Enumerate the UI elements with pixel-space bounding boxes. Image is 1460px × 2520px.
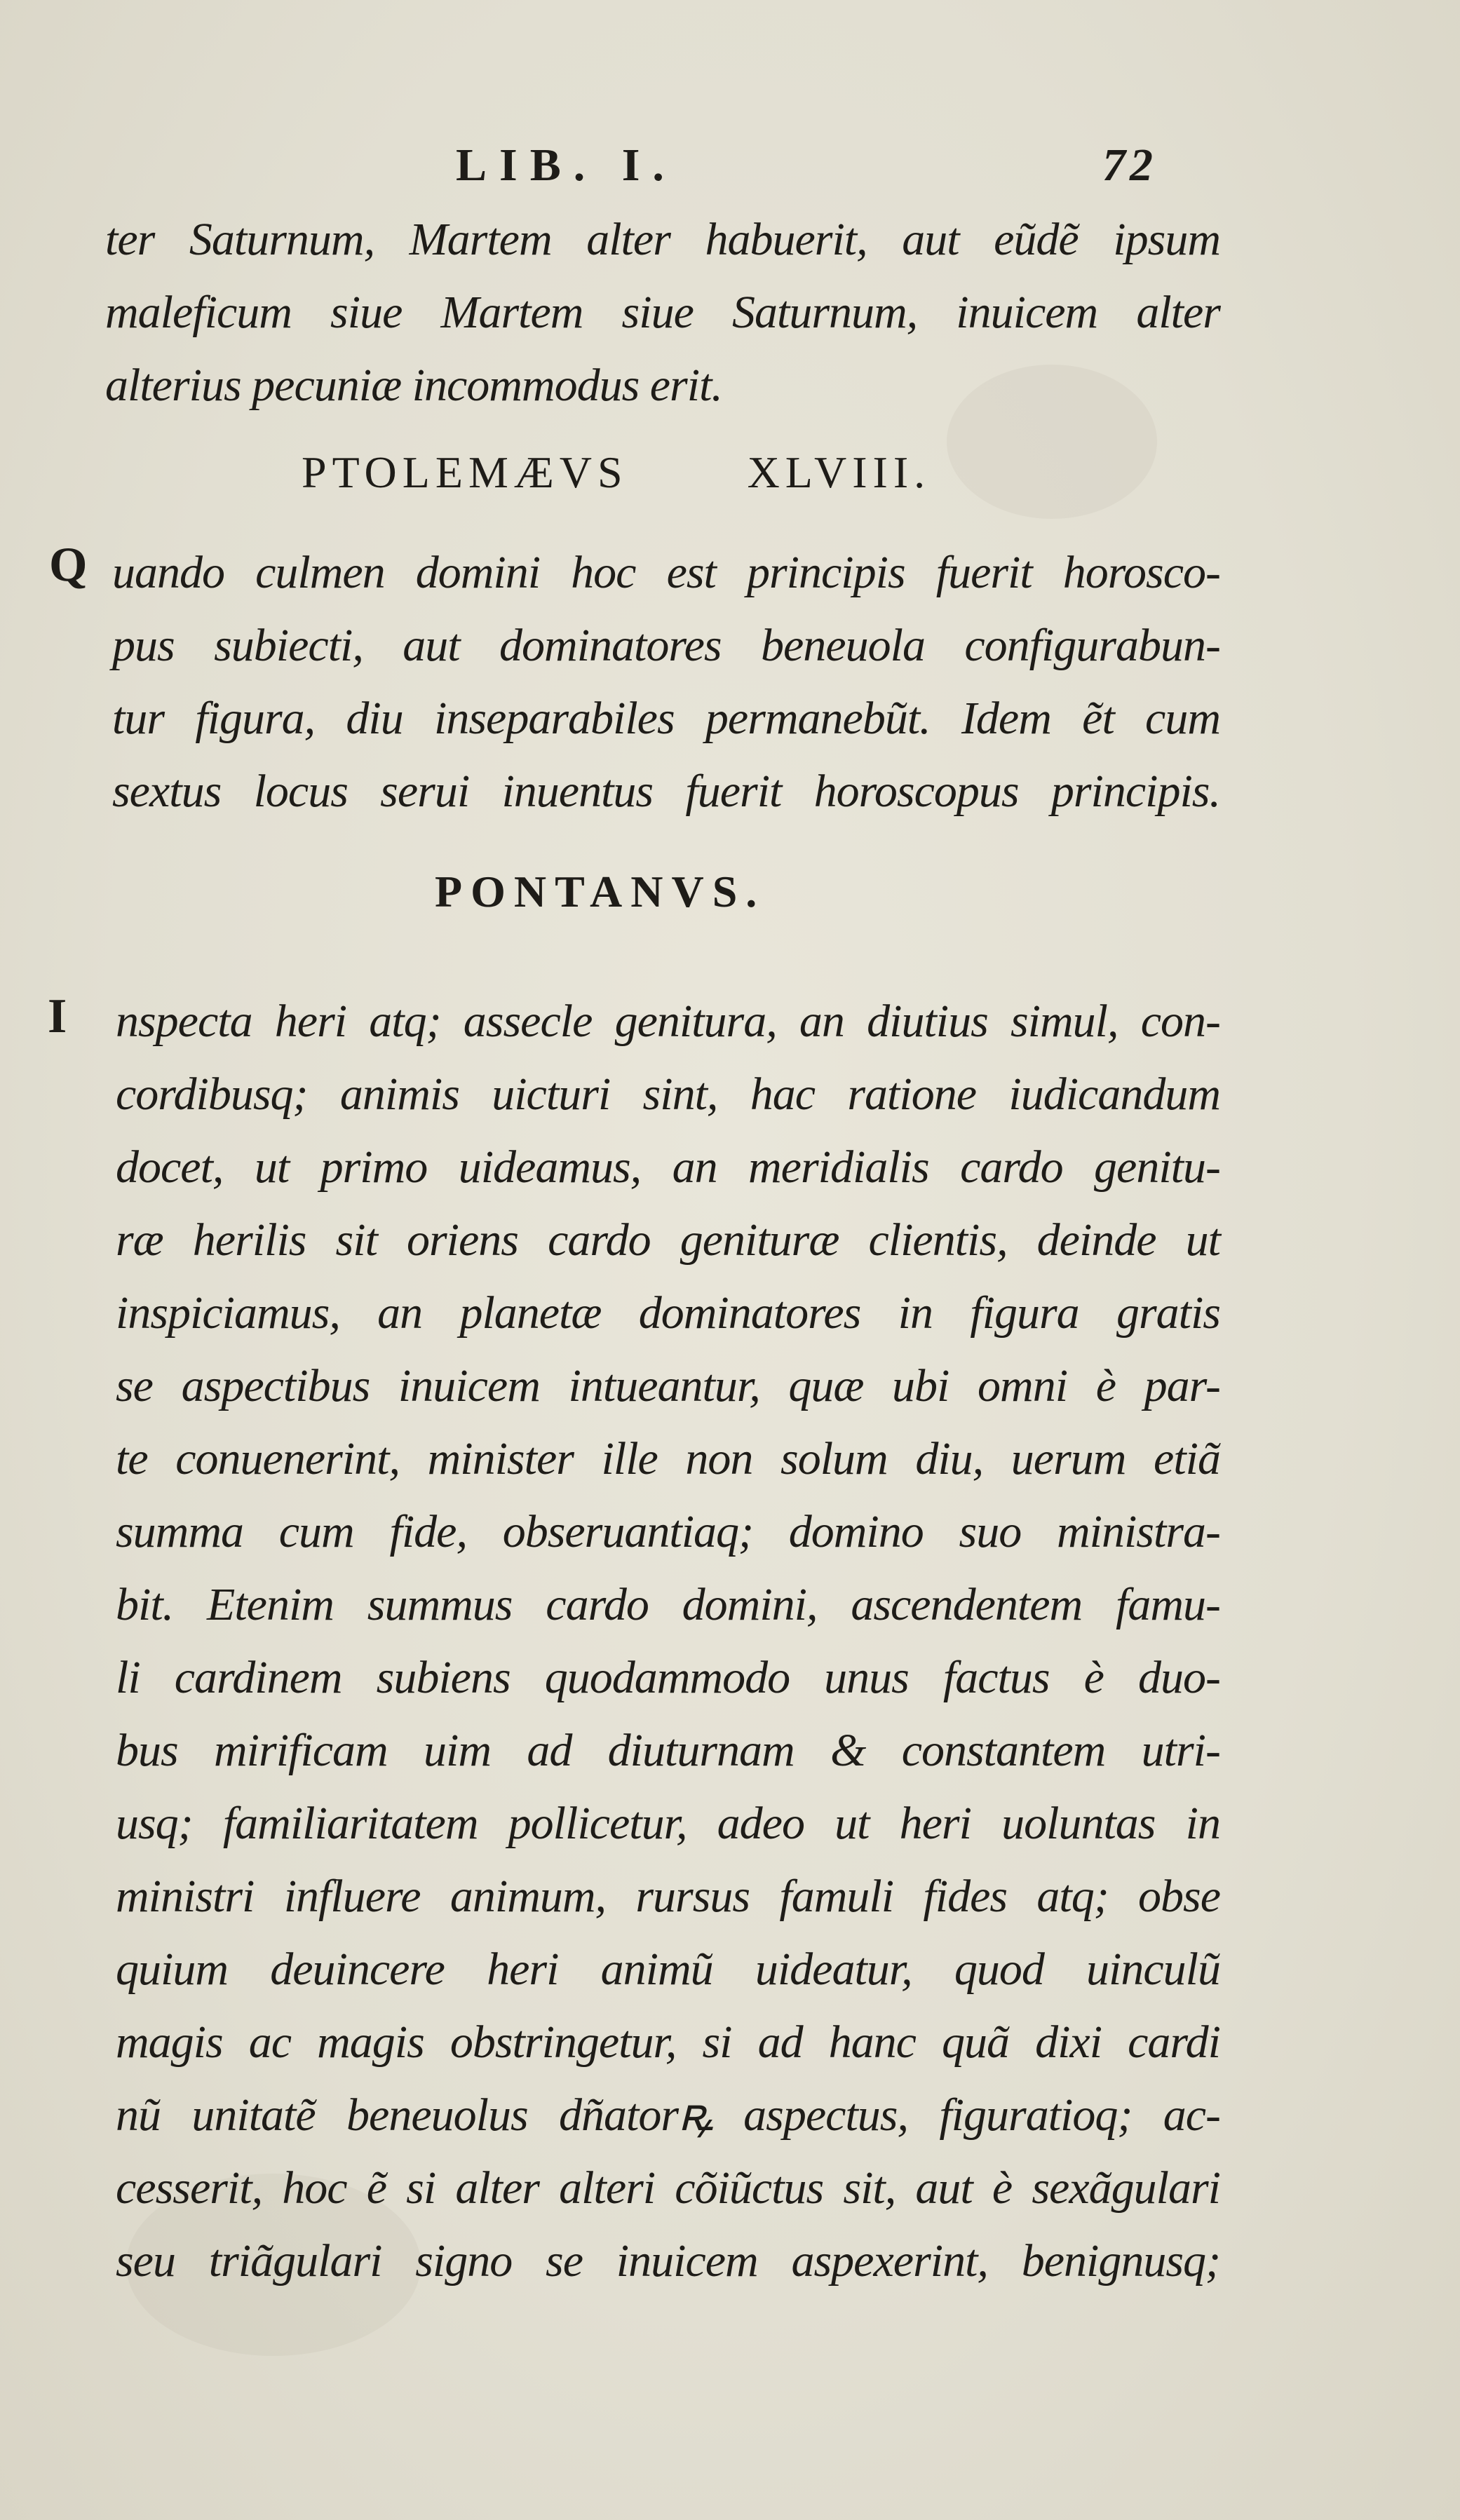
page-header [456, 139, 1157, 195]
text-line: inspiciamus, an planetæ dominatores in figura gratis [116, 1287, 1220, 1339]
text-line: nspecta heri atq; assecle genitura, an diutius simul, con- [116, 996, 1220, 1047]
text-line: sextus locus serui inuentus fuerit horoscopus principis. [112, 766, 1220, 817]
heading-number: XLVIII. [747, 447, 931, 497]
text-line: se aspectibus inuicem intueantur, quæ ubi omni è par- [116, 1360, 1220, 1411]
text-line: bus mirificam uim ad diuturnam & constantem utri- [116, 1725, 1220, 1776]
text-line: tur figura, diu inseparabiles permanebũt. Idem ẽt cum [112, 693, 1220, 744]
text-line: magis ac magis obstringetur, si ad hanc quã dixi cardi [116, 2017, 1220, 2068]
text-line: seu triãgulari signo se inuicem aspexerint, benignusq; [116, 2235, 1220, 2287]
text-line: ministri influere animum, rursus famuli fides atq; obse [116, 1871, 1220, 1922]
running-head: LIB. I. [456, 140, 677, 191]
text-line: usq; familiaritatem pollicetur, adeo ut heri uoluntas in [116, 1798, 1220, 1849]
text-line: ræ herilis sit oriens cardo genituræ clientis, deinde ut [116, 1214, 1220, 1266]
text-line: cesserit, hoc ẽ si alter alteri cõiũctus sit, aut è sexãgulari [116, 2162, 1220, 2214]
initial-letter: I [48, 989, 67, 1043]
pontanus-paragraph [116, 985, 1220, 2298]
text-line: ter Saturnum, Martem alter habuerit, aut eũdẽ ipsum [105, 214, 1220, 265]
text-line: pus subiecti, aut dominatores beneuola configurabun- [112, 620, 1220, 671]
folio-number: 72 [1102, 140, 1157, 191]
ptolemaeus-heading [302, 447, 931, 499]
text-line: alterius pecuniæ incommodus erit. [105, 360, 722, 411]
heading-name: PTOLEMÆVS [302, 447, 628, 497]
text-line: nũ unitatẽ beneuolus dñatorꝶ aspectus, figuratioq; ac- [116, 2089, 1220, 2141]
text-line: bit. Etenim summus cardo domini, ascendentem famu- [116, 1579, 1220, 1630]
ptolemaeus-paragraph [112, 536, 1220, 828]
text-line: cordibusq; animis uicturi sint, hac ratione iudicandum [116, 1069, 1220, 1120]
text-line: li cardinem subiens quodammodo unus factus è duo- [116, 1652, 1220, 1703]
text-line: uando culmen domini hoc est principis fuerit horosco- [112, 547, 1220, 598]
initial-letter: Q [49, 538, 88, 592]
text-line: maleficum siue Martem siue Saturnum, inuicem alter [105, 287, 1220, 338]
text-line: quium deuincere heri animũ uideatur, quod uinculũ [116, 1944, 1220, 1995]
pontanus-heading: PONTANVS. [435, 867, 766, 916]
text-line: te conuenerint, minister ille non solum diu, uerum etiã [116, 1433, 1220, 1484]
text-line: summa cum fide, obseruantiaq; domino suo ministra- [116, 1506, 1220, 1557]
text-line: docet, ut primo uideamus, an meridialis cardo genitu- [116, 1142, 1220, 1193]
paragraph-continuation [105, 203, 1220, 422]
